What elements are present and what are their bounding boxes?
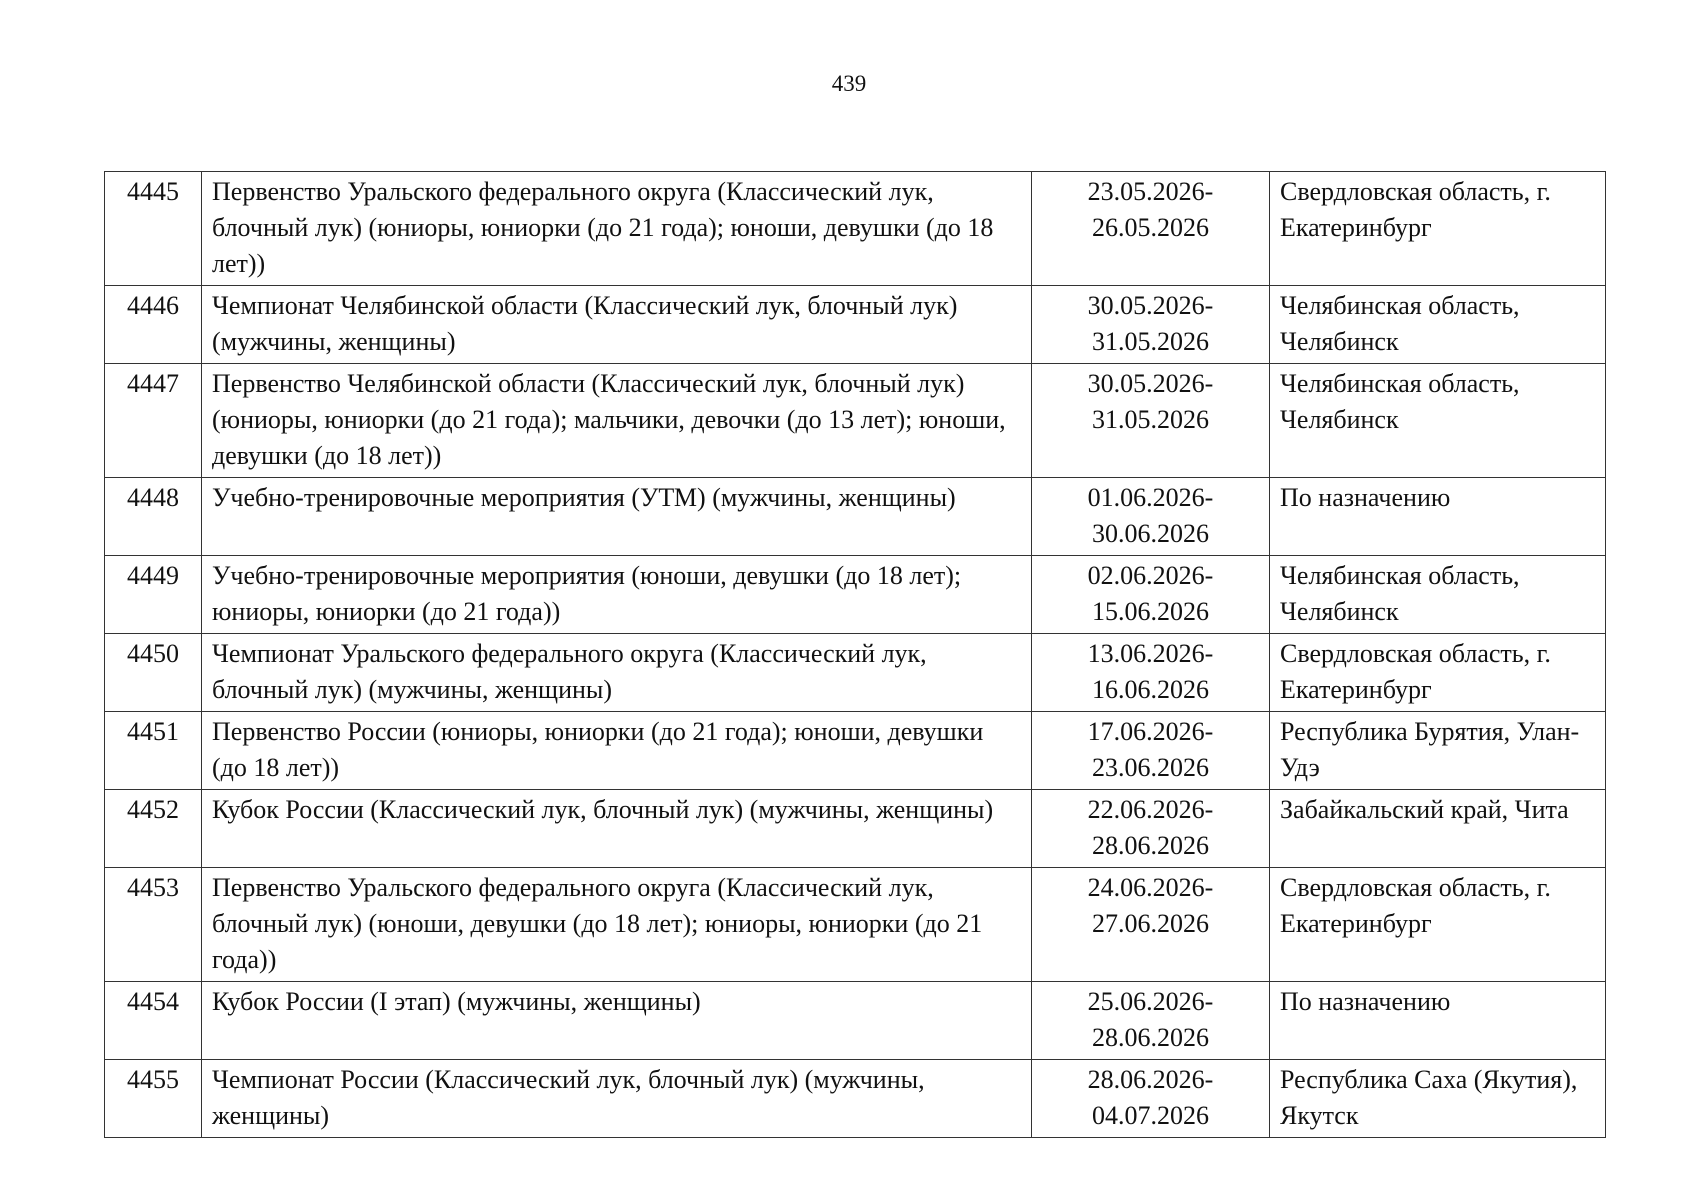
event-name: Первенство Челябинской области (Классический лук, блочный лук) (юниоры, юниорки (до 21 года); мальчики, девочки (до 13 лет); юноши, девушки (до 18 лет)) [202, 364, 1032, 478]
event-number: 4447 [105, 364, 202, 478]
event-name: Первенство России (юниоры, юниорки (до 21 года); юноши, девушки (до 18 лет)) [202, 712, 1032, 790]
event-name: Учебно-тренировочные мероприятия (УТМ) (мужчины, женщины) [202, 478, 1032, 556]
event-dates: 13.06.2026- 16.06.2026 [1032, 634, 1270, 712]
table-row [105, 790, 1606, 868]
table-row [105, 478, 1606, 556]
table-row [105, 286, 1606, 364]
table-row [105, 982, 1606, 1060]
event-name: Чемпионат России (Классический лук, блочный лук) (мужчины, женщины) [202, 1060, 1032, 1138]
event-dates: 17.06.2026- 23.06.2026 [1032, 712, 1270, 790]
table-row [105, 364, 1606, 478]
table-row [105, 634, 1606, 712]
event-number: 4452 [105, 790, 202, 868]
event-name: Первенство Уральского федерального округа (Классический лук, блочный лук) (юниоры, юниорки (до 21 года); юноши, девушки (до 18 лет)) [202, 172, 1032, 286]
event-dates: 28.06.2026- 04.07.2026 [1032, 1060, 1270, 1138]
event-name: Кубок России (I этап) (мужчины, женщины) [202, 982, 1032, 1060]
event-place: Свердловская область, г. Екатеринбург [1270, 172, 1606, 286]
event-place: Республика Бурятия, Улан-Удэ [1270, 712, 1606, 790]
event-place: Забайкальский край, Чита [1270, 790, 1606, 868]
event-dates: 30.05.2026- 31.05.2026 [1032, 364, 1270, 478]
event-place: Свердловская область, г. Екатеринбург [1270, 868, 1606, 982]
event-place: Свердловская область, г. Екатеринбург [1270, 634, 1606, 712]
event-dates: 25.06.2026- 28.06.2026 [1032, 982, 1270, 1060]
event-number: 4450 [105, 634, 202, 712]
events-table [104, 171, 1606, 1138]
event-number: 4445 [105, 172, 202, 286]
event-place: По назначению [1270, 478, 1606, 556]
event-number: 4454 [105, 982, 202, 1060]
event-place: Челябинская область, Челябинск [1270, 364, 1606, 478]
event-dates: 30.05.2026- 31.05.2026 [1032, 286, 1270, 364]
event-place: Челябинская область, Челябинск [1270, 556, 1606, 634]
event-dates: 01.06.2026- 30.06.2026 [1032, 478, 1270, 556]
event-name: Учебно-тренировочные мероприятия (юноши, девушки (до 18 лет); юниоры, юниорки (до 21 года)) [202, 556, 1032, 634]
event-name: Кубок России (Классический лук, блочный лук) (мужчины, женщины) [202, 790, 1032, 868]
event-number: 4455 [105, 1060, 202, 1138]
event-dates: 02.06.2026- 15.06.2026 [1032, 556, 1270, 634]
event-place: По назначению [1270, 982, 1606, 1060]
page-number: 439 [831, 71, 867, 96]
events-table-body [105, 172, 1606, 1138]
event-dates: 24.06.2026- 27.06.2026 [1032, 868, 1270, 982]
table-row [105, 712, 1606, 790]
event-name: Чемпионат Уральского федерального округа (Классический лук, блочный лук) (мужчины, женщины) [202, 634, 1032, 712]
event-number: 4451 [105, 712, 202, 790]
event-number: 4449 [105, 556, 202, 634]
event-place: Республика Саха (Якутия), Якутск [1270, 1060, 1606, 1138]
table-row [105, 556, 1606, 634]
table-row [105, 1060, 1606, 1138]
event-number: 4453 [105, 868, 202, 982]
table-row [105, 172, 1606, 286]
event-dates: 22.06.2026- 28.06.2026 [1032, 790, 1270, 868]
table-row [105, 868, 1606, 982]
event-name: Первенство Уральского федерального округа (Классический лук, блочный лук) (юноши, девушки (до 18 лет); юниоры, юниорки (до 21 года)) [202, 868, 1032, 982]
event-place: Челябинская область, Челябинск [1270, 286, 1606, 364]
event-number: 4446 [105, 286, 202, 364]
event-number: 4448 [105, 478, 202, 556]
event-dates: 23.05.2026- 26.05.2026 [1032, 172, 1270, 286]
event-name: Чемпионат Челябинской области (Классический лук, блочный лук) (мужчины, женщины) [202, 286, 1032, 364]
